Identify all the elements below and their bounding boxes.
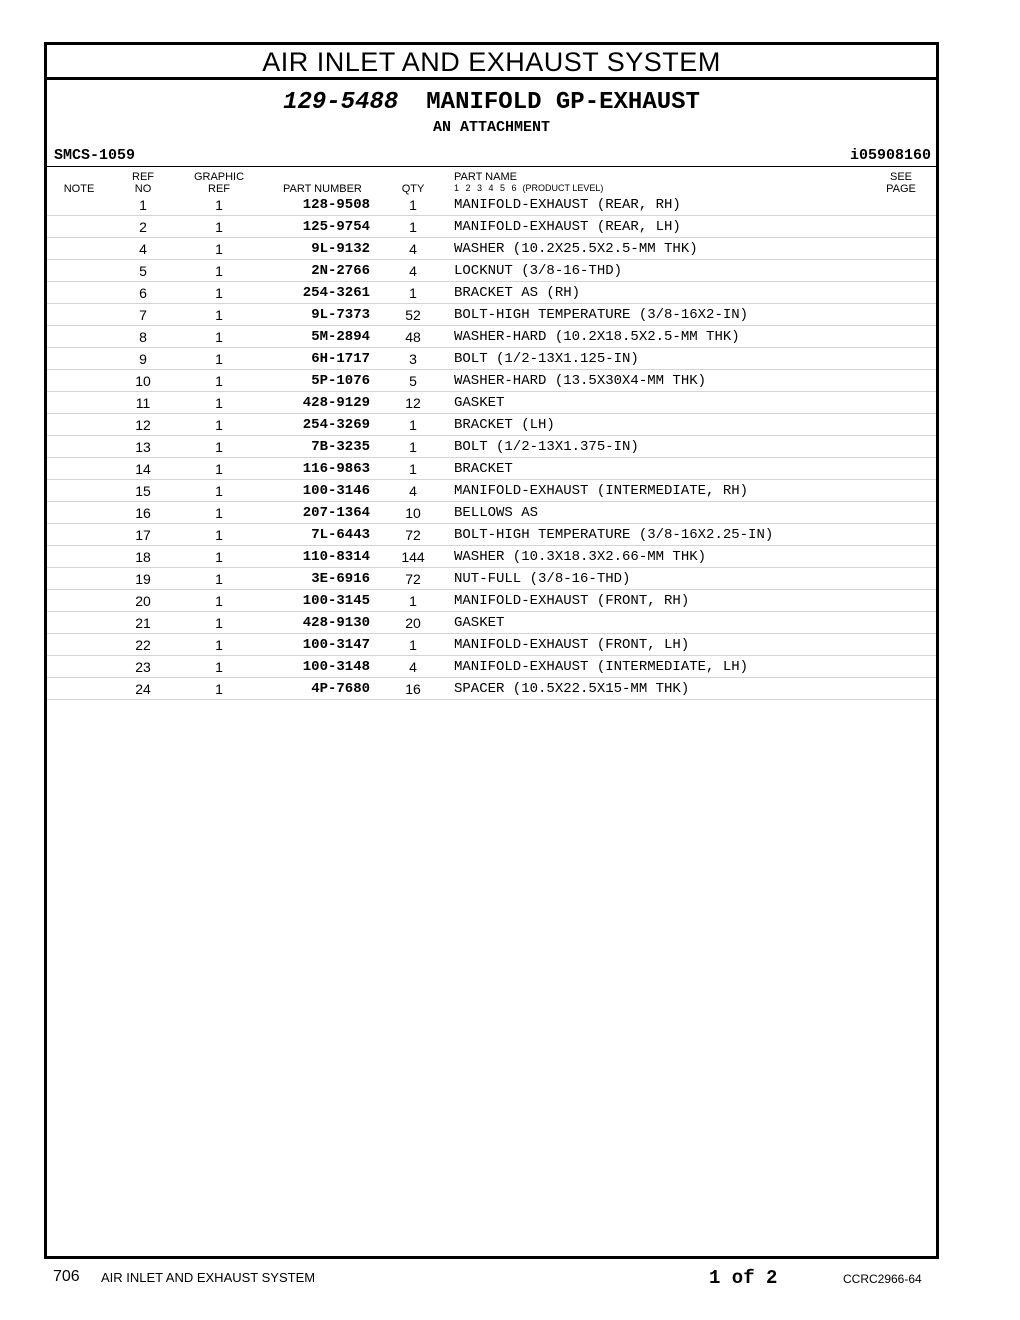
qty-cell: 1 xyxy=(409,417,417,433)
group-header xyxy=(47,89,936,116)
graphic-ref-cell: 1 xyxy=(215,307,223,323)
graphic-ref-cell: 1 xyxy=(215,351,223,367)
qty-cell: 72 xyxy=(405,527,421,543)
part-name-cell: BOLT-HIGH TEMPERATURE (3/8-16X2-IN) xyxy=(454,307,749,323)
part-number-cell: 7B-3235 xyxy=(311,439,370,455)
qty-cell: 144 xyxy=(401,549,425,565)
table-row xyxy=(47,568,936,590)
part-name-cell: MANIFOLD-EXHAUST (REAR, RH) xyxy=(454,197,681,213)
part-number-cell: 428-9129 xyxy=(302,395,370,411)
qty-cell: 4 xyxy=(409,659,417,675)
part-name-cell: MANIFOLD-EXHAUST (INTERMEDIATE, RH) xyxy=(454,483,749,499)
part-name-cell: BELLOWS AS xyxy=(454,505,539,521)
table-row xyxy=(47,656,936,678)
graphic-ref-cell: 1 xyxy=(215,285,223,301)
column-header-graphic-ref-line2: REF xyxy=(208,183,230,195)
part-name-cell: GASKET xyxy=(454,395,505,411)
ref-no-cell: 13 xyxy=(135,439,151,455)
graphic-ref-cell: 1 xyxy=(215,637,223,653)
column-header-graphic-ref-line1: GRAPHIC xyxy=(193,171,245,183)
graphic-ref-cell: 1 xyxy=(215,329,223,345)
qty-cell: 16 xyxy=(405,681,421,697)
part-name-cell: WASHER (10.3X18.3X2.66-MM THK) xyxy=(454,549,707,565)
table-row xyxy=(47,238,936,260)
ref-no-cell: 15 xyxy=(135,483,151,499)
part-number-cell: 9L-7373 xyxy=(311,307,370,323)
part-number-cell: 100-3145 xyxy=(302,593,370,609)
table-row xyxy=(47,524,936,546)
column-header-part-name: PART NAME xyxy=(454,171,517,183)
table-row xyxy=(47,194,936,216)
part-name-cell: GASKET xyxy=(454,615,505,631)
graphic-ref-cell: 1 xyxy=(215,395,223,411)
part-number-cell: 100-3147 xyxy=(302,637,370,653)
part-number-cell: 207-1364 xyxy=(302,505,370,521)
part-number-cell: 9L-9132 xyxy=(311,241,370,257)
column-header-see-page-line2: PAGE xyxy=(886,183,916,195)
qty-cell: 4 xyxy=(409,263,417,279)
graphic-ref-cell: 1 xyxy=(215,417,223,433)
table-row xyxy=(47,326,936,348)
qty-cell: 1 xyxy=(409,219,417,235)
part-name-cell: SPACER (10.5X22.5X15-MM THK) xyxy=(454,681,690,697)
qty-cell: 4 xyxy=(409,241,417,257)
part-name-cell: WASHER-HARD (13.5X30X4-MM THK) xyxy=(454,373,707,389)
product-level-numbers: 1 2 3 4 5 6 xyxy=(454,183,517,193)
table-row xyxy=(47,370,936,392)
column-header-ref-no-line1: REF xyxy=(132,171,154,183)
table-row xyxy=(47,392,936,414)
graphic-ref-cell: 1 xyxy=(215,593,223,609)
part-name-cell: BOLT (1/2-13X1.125-IN) xyxy=(454,351,639,367)
column-header-see-page xyxy=(877,171,925,195)
column-header-qty: QTY xyxy=(401,183,425,195)
ref-no-cell: 10 xyxy=(135,373,151,389)
qty-cell: 12 xyxy=(405,395,421,411)
qty-cell: 1 xyxy=(409,593,417,609)
table-row xyxy=(47,590,936,612)
part-name-cell: MANIFOLD-EXHAUST (INTERMEDIATE, LH) xyxy=(454,659,749,675)
qty-cell: 52 xyxy=(405,307,421,323)
graphic-ref-cell: 1 xyxy=(215,527,223,543)
part-name-cell: MANIFOLD-EXHAUST (FRONT, RH) xyxy=(454,593,690,609)
graphic-ref-cell: 1 xyxy=(215,571,223,587)
ref-no-cell: 8 xyxy=(139,329,147,345)
footer-page-of: 1 of 2 xyxy=(709,1267,778,1289)
product-level-label: (PRODUCT LEVEL) xyxy=(522,183,604,193)
part-number-cell: 100-3146 xyxy=(302,483,370,499)
footer-page-number: 706 xyxy=(53,1268,80,1285)
part-number-cell: 128-9508 xyxy=(302,197,370,213)
group-subtitle: AN ATTACHMENT xyxy=(432,119,551,136)
graphic-ref-cell: 1 xyxy=(215,461,223,477)
ref-no-cell: 23 xyxy=(135,659,151,675)
column-header-see-page-line1: SEE xyxy=(889,171,912,183)
qty-cell: 1 xyxy=(409,197,417,213)
graphic-ref-cell: 1 xyxy=(215,241,223,257)
part-name-cell: LOCKNUT (3/8-16-THD) xyxy=(454,263,623,279)
part-name-cell: WASHER-HARD (10.2X18.5X2.5-MM THK) xyxy=(454,329,740,345)
part-number-cell: 5P-1076 xyxy=(311,373,370,389)
table-row xyxy=(47,348,936,370)
table-row xyxy=(47,458,936,480)
graphic-ref-cell: 1 xyxy=(215,615,223,631)
qty-cell: 10 xyxy=(405,505,421,521)
part-number-cell: 3E-6916 xyxy=(311,571,370,587)
ref-no-cell: 11 xyxy=(135,395,151,411)
part-name-cell: BRACKET AS (RH) xyxy=(454,285,581,301)
column-header-ref-no-line2: NO xyxy=(134,183,152,195)
part-number-cell: 4P-7680 xyxy=(311,681,370,697)
ref-no-cell: 12 xyxy=(135,417,151,433)
ref-no-cell: 20 xyxy=(135,593,151,609)
qty-cell: 1 xyxy=(409,285,417,301)
part-number-cell: 100-3148 xyxy=(302,659,370,675)
part-name-cell: NUT-FULL (3/8-16-THD) xyxy=(454,571,631,587)
column-header-ref-no xyxy=(125,171,161,195)
ref-no-cell: 1 xyxy=(139,197,147,213)
ref-no-cell: 4 xyxy=(139,241,147,257)
graphic-ref-cell: 1 xyxy=(215,483,223,499)
graphic-ref-cell: 1 xyxy=(215,439,223,455)
part-number-cell: 254-3261 xyxy=(302,285,370,301)
ref-no-cell: 9 xyxy=(139,351,147,367)
ref-no-cell: 21 xyxy=(135,615,151,631)
graphic-ref-cell: 1 xyxy=(215,197,223,213)
table-row xyxy=(47,216,936,238)
column-header-note: NOTE xyxy=(63,183,95,195)
part-name-cell: WASHER (10.2X25.5X2.5-MM THK) xyxy=(454,241,698,257)
part-name-cell: BRACKET (LH) xyxy=(454,417,555,433)
parts-page-frame xyxy=(44,42,939,1259)
ref-no-cell: 19 xyxy=(135,571,151,587)
ref-no-cell: 7 xyxy=(139,307,147,323)
qty-cell: 3 xyxy=(409,351,417,367)
table-row xyxy=(47,282,936,304)
table-row xyxy=(47,612,936,634)
ref-no-cell: 17 xyxy=(135,527,151,543)
table-row xyxy=(47,678,936,700)
table-row xyxy=(47,634,936,656)
part-number-cell: 2N-2766 xyxy=(311,263,370,279)
table-row xyxy=(47,546,936,568)
graphic-ref-cell: 1 xyxy=(215,659,223,675)
footer-document-code: CCRC2966-64 xyxy=(843,1272,922,1286)
header-divider xyxy=(47,166,936,167)
qty-cell: 1 xyxy=(409,439,417,455)
table-row xyxy=(47,436,936,458)
part-number-cell: 428-9130 xyxy=(302,615,370,631)
part-name-cell: MANIFOLD-EXHAUST (REAR, LH) xyxy=(454,219,681,235)
graphic-ref-cell: 1 xyxy=(215,505,223,521)
graphic-ref-cell: 1 xyxy=(215,219,223,235)
part-number-cell: 110-8314 xyxy=(302,549,370,565)
ref-no-cell: 16 xyxy=(135,505,151,521)
column-header-graphic-ref xyxy=(189,171,249,195)
table-row xyxy=(47,260,936,282)
qty-cell: 5 xyxy=(409,373,417,389)
table-row xyxy=(47,502,936,524)
graphic-ref-cell: 1 xyxy=(215,373,223,389)
ref-no-cell: 2 xyxy=(139,219,147,235)
column-header-part-number: PART NUMBER xyxy=(283,183,362,195)
part-number-cell: 125-9754 xyxy=(302,219,370,235)
ref-no-cell: 24 xyxy=(135,681,151,697)
part-number-cell: 116-9863 xyxy=(302,461,370,477)
graphic-ref-cell: 1 xyxy=(215,549,223,565)
qty-cell: 72 xyxy=(405,571,421,587)
part-number-cell: 254-3269 xyxy=(302,417,370,433)
part-number-cell: 7L-6443 xyxy=(311,527,370,543)
part-name-cell: BRACKET xyxy=(454,461,513,477)
ref-no-cell: 22 xyxy=(135,637,151,653)
part-name-cell: MANIFOLD-EXHAUST (FRONT, LH) xyxy=(454,637,690,653)
ref-no-cell: 6 xyxy=(139,285,147,301)
qty-cell: 48 xyxy=(405,329,421,345)
ref-no-cell: 14 xyxy=(135,461,151,477)
illustration-identifier: i05908160 xyxy=(849,147,931,164)
parts-list xyxy=(47,194,936,700)
group-part-number: 129-5488 xyxy=(283,89,399,116)
ref-no-cell: 5 xyxy=(139,263,147,279)
qty-cell: 4 xyxy=(409,483,417,499)
part-number-cell: 5M-2894 xyxy=(311,329,370,345)
footer-section-name: AIR INLET AND EXHAUST SYSTEM xyxy=(101,1270,316,1285)
table-row xyxy=(47,414,936,436)
graphic-ref-cell: 1 xyxy=(215,681,223,697)
table-row xyxy=(47,304,936,326)
qty-cell: 20 xyxy=(405,615,421,631)
qty-cell: 1 xyxy=(409,461,417,477)
smcs-code: SMCS-1059 xyxy=(54,147,136,164)
graphic-ref-cell: 1 xyxy=(215,263,223,279)
column-header-product-level xyxy=(454,183,603,193)
part-number-cell: 6H-1717 xyxy=(311,351,370,367)
part-name-cell: BOLT (1/2-13X1.375-IN) xyxy=(454,439,639,455)
part-name-cell: BOLT-HIGH TEMPERATURE (3/8-16X2.25-IN) xyxy=(454,527,774,543)
ref-no-cell: 18 xyxy=(135,549,151,565)
group-name: MANIFOLD GP-EXHAUST xyxy=(426,89,700,116)
section-title: AIR INLET AND EXHAUST SYSTEM xyxy=(47,45,936,80)
table-row xyxy=(47,480,936,502)
qty-cell: 1 xyxy=(409,637,417,653)
